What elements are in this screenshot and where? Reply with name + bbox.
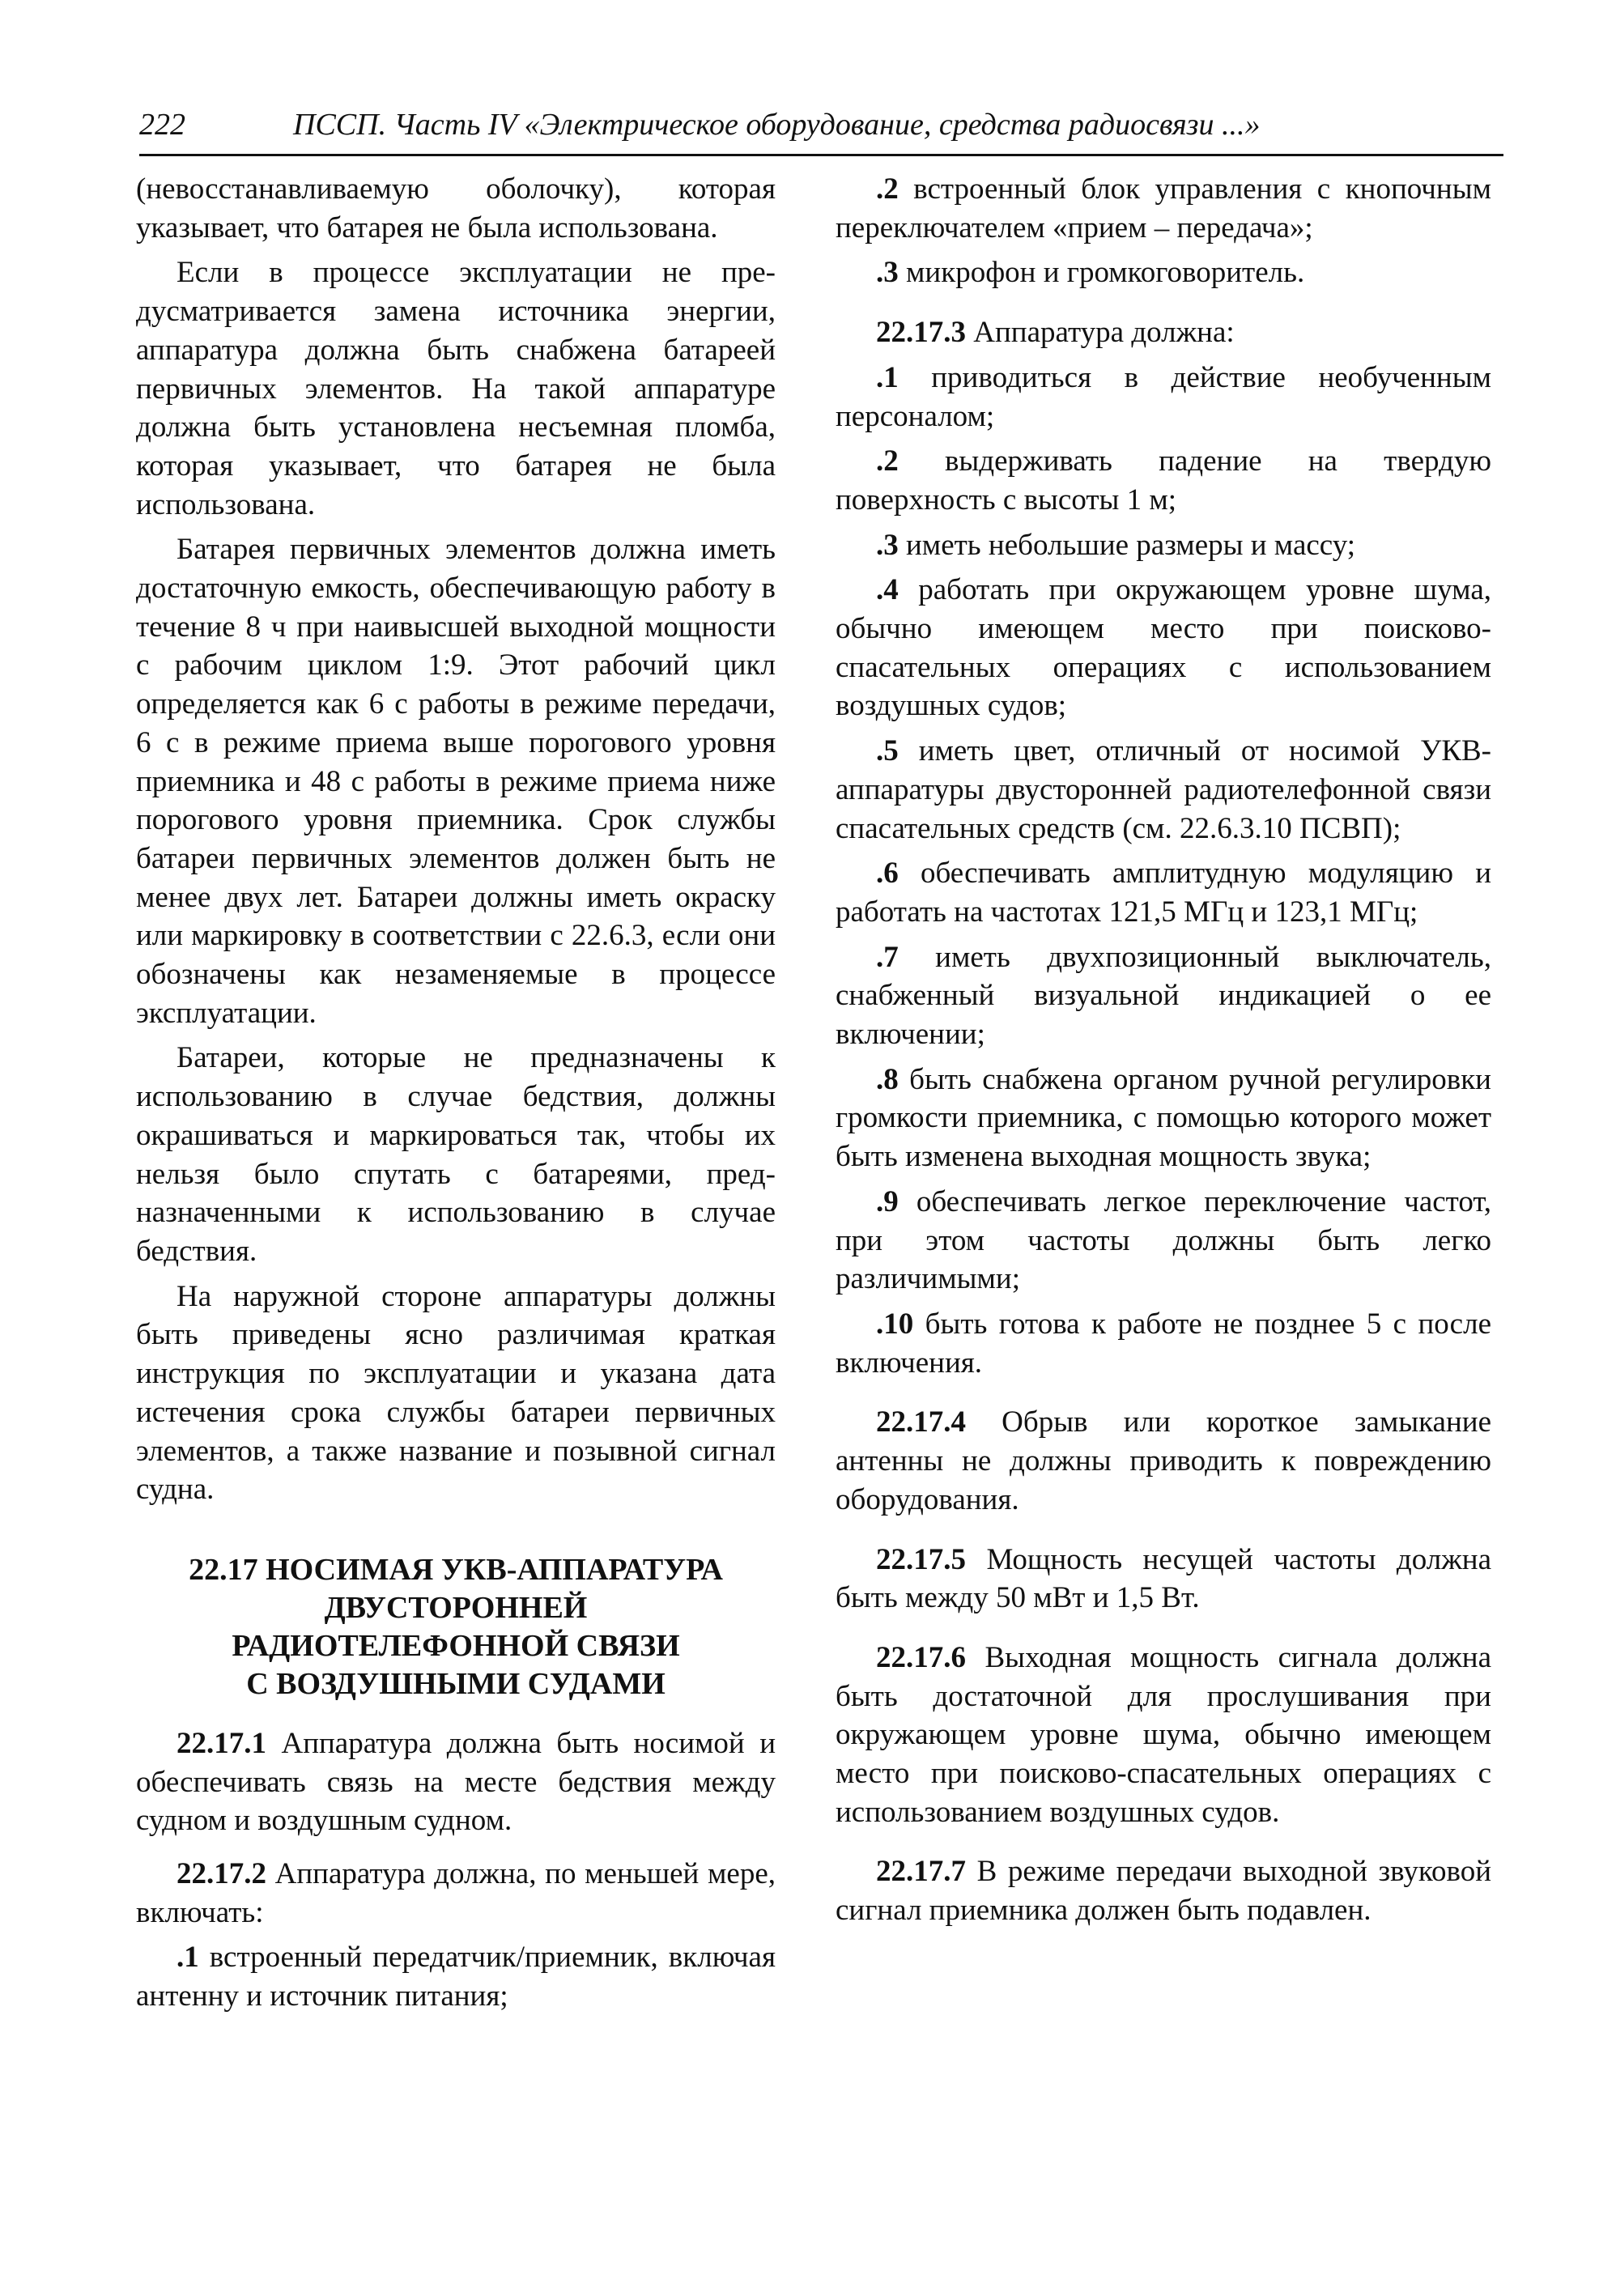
clause-22-17-1 xyxy=(136,1724,776,1840)
item-text: иметь небольшие размеры и массу; xyxy=(898,528,1356,562)
clause-text: Выходная мощность сигнала должна быть достаточной для прослушивания при окружающем уровне шума, обычно имеющем место при поисково-спасательных операциях с использованием воздушных судов. xyxy=(836,1640,1491,1829)
clause-number: 22.17.7 xyxy=(876,1855,966,1889)
item-text: работать при окружающем уровне шума, обычно имеющем место при поисково-спасательных операциях с использованием воздушных судов; xyxy=(836,573,1491,723)
section-title xyxy=(136,1551,776,1703)
list-item xyxy=(136,1938,776,2015)
list-item xyxy=(836,442,1491,519)
list-item xyxy=(836,854,1491,931)
item-text: быть снабжена органом ручной регулировки громкости приемника, с помощью которого может быть изменена выходная мощность звука; xyxy=(836,1062,1491,1174)
right-column xyxy=(836,170,1491,1937)
clause-text: Аппаратура должна: xyxy=(966,316,1235,350)
item-number: .1 xyxy=(176,1941,199,1975)
clause-22-17-2 xyxy=(136,1855,776,1932)
item-text: встроенный передатчик/приемник, включая антенну и источник питания; xyxy=(136,1941,776,2013)
page-number: 222 xyxy=(139,108,185,142)
item-text: встроенный блок управления с кнопочным переключателем «прием – передача»; xyxy=(836,172,1491,244)
list-item xyxy=(836,1183,1491,1299)
clause-text: В режиме передачи выходной звуковой сигнал приемника должен быть подавлен. xyxy=(836,1855,1491,1928)
section-title-line: ДВУСТОРОННЕЙ xyxy=(324,1590,588,1625)
item-text: микрофон и громкоговоритель. xyxy=(898,256,1305,290)
clause-number: 22.17.6 xyxy=(876,1640,966,1674)
item-text: выдерживать падение на твердую поверхность с высоты 1 м; xyxy=(836,444,1491,517)
item-number: .2 xyxy=(876,172,899,206)
item-number: .5 xyxy=(876,734,899,768)
clause-22-17-5 xyxy=(836,1541,1491,1618)
item-number: .3 xyxy=(876,528,899,562)
item-number: .2 xyxy=(876,444,899,478)
item-number: .8 xyxy=(876,1062,899,1096)
item-text: приводиться в действие необученным персоналом; xyxy=(836,360,1491,433)
clause-text: Аппаратура должна, по меньшей мере, включать: xyxy=(136,1857,776,1929)
list-item xyxy=(836,1061,1491,1176)
item-text: обеспечивать легкое переключение частот, при этом частоты должны быть легко различимыми; xyxy=(836,1184,1491,1296)
item-number: .1 xyxy=(876,360,899,394)
clause-number: 22.17.5 xyxy=(876,1542,966,1576)
page-header xyxy=(139,104,1503,156)
clause-22-17-7 xyxy=(836,1852,1491,1929)
item-number: .10 xyxy=(876,1307,914,1341)
clause-text: Мощность несущей частоты должна быть между 50 мВт и 1,5 Вт. xyxy=(836,1542,1491,1615)
item-number: .9 xyxy=(876,1184,899,1218)
clause-text: Обрыв или короткое замыкание антенны не должны приводить к повреждению оборудования. xyxy=(836,1405,1491,1516)
paragraph: (невосстанавливаемую оболочку), которая указывает, что батарея не была использована. xyxy=(136,172,776,244)
list-item xyxy=(836,571,1491,725)
clause-number: 22.17.3 xyxy=(876,316,966,350)
paragraph: Батарея первичных элементов должна иметь достаточную емкость, обеспечивающую работу в течение 8 ч при наивысшей выходной мощности с рабочим циклом 1:9. Этот рабочий цикл определяется как 6 с работы в режиме передачи, 6 с в режиме приема выше порогового уровня приемника и 48 с работы в режиме приема ниже порогового уровня приемника. Срок службы батареи первичных элементов должен быть не менее двух лет. Батареи должны иметь окраску или маркировку в соответствии с 22.6.3, если они обозначены как незаменяемые в процессе эксплуатации. xyxy=(136,533,776,1030)
section-title-line: РАДИОТЕЛЕФОННОЙ СВЯЗИ xyxy=(232,1628,680,1663)
paragraph: На наружной стороне аппаратуры должны быть приведены ясно различимая краткая инструкция по эксплуатации и указана дата истечения срока службы батареи первичных элементов, а также название и позывной сигнал судна. xyxy=(136,1279,776,1507)
list-item xyxy=(836,170,1491,247)
item-number: .3 xyxy=(876,256,899,290)
item-text: иметь двухпозиционный выключатель, снабженный визуальной индикацией о ее включении; xyxy=(836,940,1491,1052)
clause-22-17-6 xyxy=(836,1639,1491,1832)
clause-text: Аппаратура должна быть носимой и обеспечивать связь на месте бедствия между судном и воздушным судном. xyxy=(136,1726,776,1838)
item-number: .6 xyxy=(876,857,899,891)
paragraph: Батареи, которые не предназначены к использованию в случае бедствия, должны окрашиваться и маркироваться так, чтобы их нельзя было спутать с батареями, предназначенными к использованию в случае бедствия. xyxy=(136,1041,776,1268)
list-item xyxy=(836,1305,1491,1382)
item-text: иметь цвет, отличный от носимой УКВ-аппаратуры двусторонней радиотелефонной связи спасательных средств (см. 22.6.3.10 ПСВП); xyxy=(836,734,1491,845)
list-item xyxy=(836,359,1491,436)
clause-number: 22.17.1 xyxy=(176,1726,266,1760)
list-item xyxy=(836,526,1491,565)
item-number: .7 xyxy=(876,940,899,974)
item-text: обеспечивать амплитудную модуляцию и работать на частотах 121,5 МГц и 123,1 МГц; xyxy=(836,857,1491,929)
left-column xyxy=(136,170,776,2022)
list-item xyxy=(836,253,1491,292)
clause-22-17-3 xyxy=(836,313,1491,352)
section-title-line: С ВОЗДУШНЫМИ СУДАМИ xyxy=(246,1666,666,1701)
running-title: ПССП. Часть IV «Электрическое оборудование, средства радиосвязи ...» xyxy=(293,108,1261,142)
section-title-line: 22.17 НОСИМАЯ УКВ-АППАРАТУРА xyxy=(189,1552,723,1587)
clause-22-17-4 xyxy=(836,1403,1491,1519)
clause-number: 22.17.2 xyxy=(176,1857,266,1891)
list-item xyxy=(836,938,1491,1054)
list-item xyxy=(836,732,1491,848)
clause-number: 22.17.4 xyxy=(876,1405,966,1439)
paragraph: Если в процессе эксплуатации не предусматривается замена источника энергии, аппаратура должна быть снабжена батареей первичных элементов. На такой аппаратуре должна быть установлена несъемная пломба, которая указывает, что батарея не была использована. xyxy=(136,256,776,521)
item-text: быть готова к работе не позднее 5 с после включения. xyxy=(836,1307,1491,1380)
item-number: .4 xyxy=(876,573,899,607)
